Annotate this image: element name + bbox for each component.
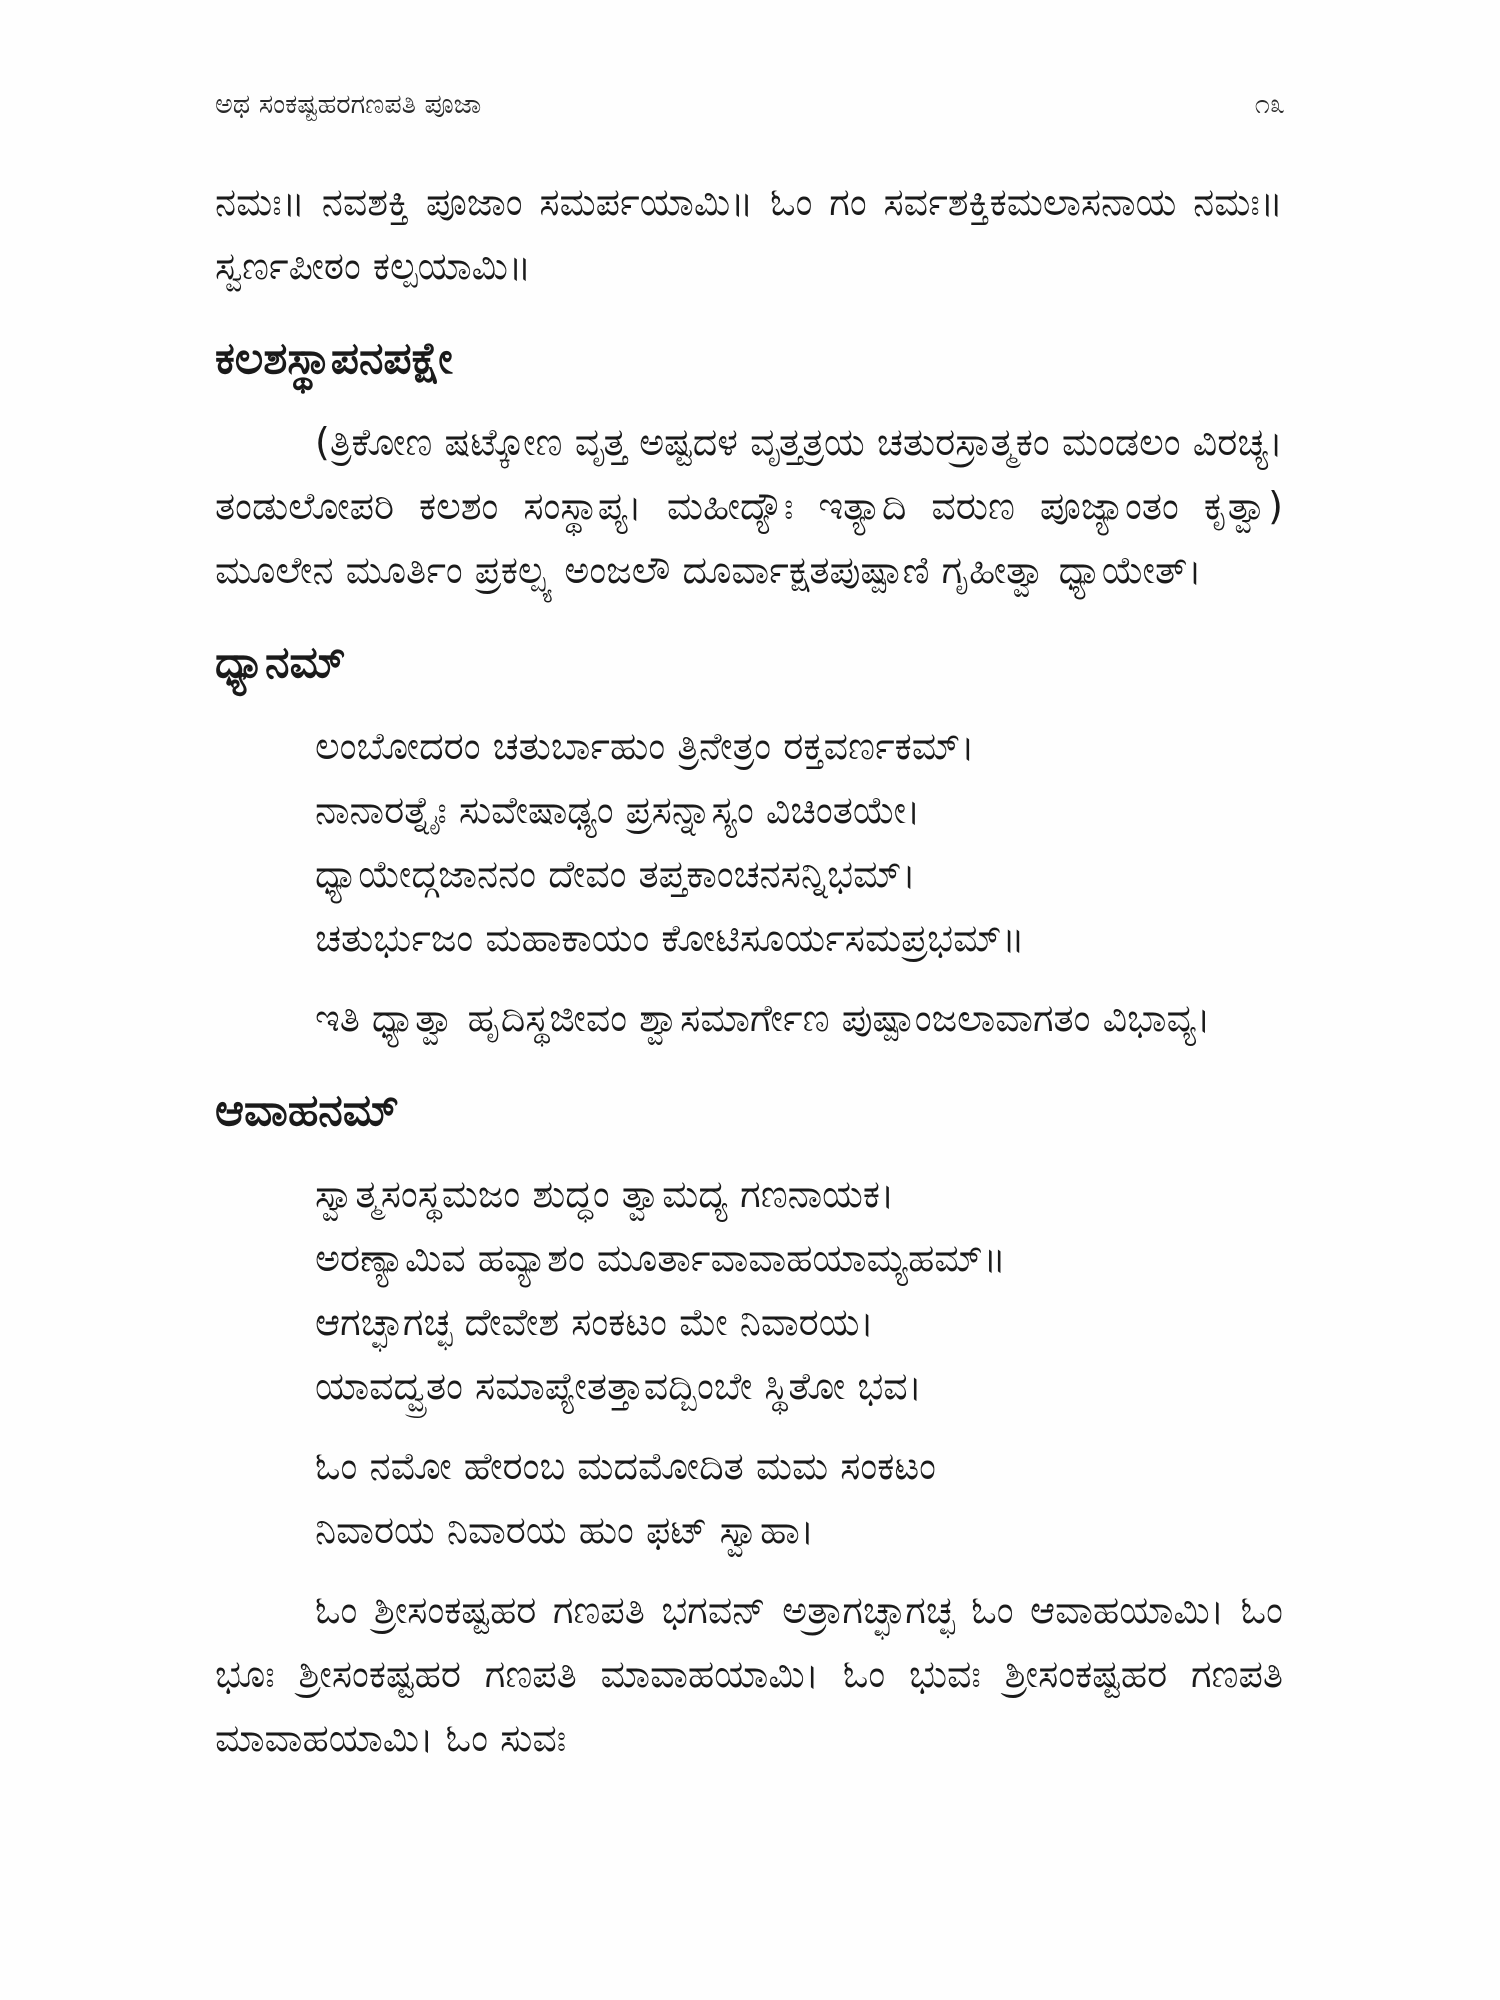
verse-line: ನಾನಾರತ್ನೈಃ ಸುವೇಷಾಢ್ಯಂ ಪ್ರಸನ್ನಾಸ್ಯಂ ವಿಚಿಂತಯೇ। xyxy=(315,788,921,832)
paragraph-kalasha-instructions: (ತ್ರಿಕೋಣ ಷಟ್ಕೋಣ ವೃತ್ತ ಅಷ್ಟದಳ ವೃತ್ತತ್ರಯ ಚತುರಸ್ರಾತ್ಮಕಂ ಮಂಡಲಂ ವಿರಚ್ಯ। ತಂಡುಲೋಪರಿ ಕಲಶಂ ಸಂಸ್ಥಾಪ್ಯ। ಮಹೀದ್ಯೌಃ ಇತ್ಯಾದಿ ವರುಣ ಪೂಜ್ಯಾಂತಂ ಕೃತ್ವಾ) ಮೂಲೇನ ಮೂರ್ತಿಂ ಪ್ರಕಲ್ಪ್ಯ ಅಂಜಲೌ ದೂರ್ವಾಕ್ಷತಪುಷ್ಪಾಣಿ ಗೃಹೀತ್ವಾ ಧ್ಯಾಯೇತ್। xyxy=(215,420,1283,592)
paragraph-offering: ನಮಃ॥ ನವಶಕ್ತಿ ಪೂಜಾಂ ಸಮರ್ಪಯಾಮಿ॥ ಓಂ ಗಂ ಸರ್ವಶಕ್ತಿಕಮಲಾಸನಾಯ ನಮಃ॥ ಸ್ವರ್ಣಪೀಠಂ ಕಲ್ಪಯಾಮಿ॥ xyxy=(215,180,1283,288)
verse-line: ಲಂಬೋದರಂ ಚತುರ್ಬಾಹುಂ ತ್ರಿನೇತ್ರಂ ರಕ್ತವರ್ಣಕಮ್। xyxy=(315,724,975,768)
page-number: ೧೩ xyxy=(1254,89,1285,120)
paragraph-avahayami: ಓಂ ಶ್ರೀಸಂಕಷ್ಟಹರ ಗಣಪತಿ ಭಗವನ್ ಅತ್ರಾಗಚ್ಛಾಗಚ್ಛ ಓಂ ಆವಾಹಯಾಮಿ। ಓಂ ಭೂಃ ಶ್ರೀಸಂಕಷ್ಟಹರ ಗಣಪತಿ ಮಾವಾಹಯಾಮಿ। ಓಂ ಭುವಃ ಶ್ರೀಸಂಕಷ್ಟಹರ ಗಣಪತಿ ಮಾವಾಹಯಾಮಿ। ಓಂ ಸುವಃ xyxy=(215,1588,1283,1760)
paragraph-iti-dhyatva: ಇತಿ ಧ್ಯಾತ್ವಾ ಹೃದಿಸ್ಥಜೀವಂ ಶ್ವಾಸಮಾರ್ಗೇಣ ಪುಷ್ಪಾಂಜಲಾವಾಗತಂ ವಿಭಾವ್ಯ। xyxy=(315,996,1211,1040)
page-body xyxy=(215,170,1283,1770)
verse-line: ನಿವಾರಯ ನಿವಾರಯ ಹುಂ ಫಟ್ ಸ್ವಾಹಾ। xyxy=(315,1508,815,1552)
verse-dhyana xyxy=(215,714,1283,970)
header-title: ಅಥ ಸಂಕಷ್ಟಹರಗಣಪತಿ ಪೂಜಾ xyxy=(215,89,482,120)
heading-avahana: ಆವಾಹನಮ್ xyxy=(215,1085,399,1136)
verse-line: ಧ್ಯಾಯೇದ್ಗಜಾನನಂ ದೇವಂ ತಪ್ತಕಾಂಚನಸನ್ನಿಭಮ್। xyxy=(315,852,916,896)
running-header xyxy=(215,85,1285,125)
verse-avahana xyxy=(215,1162,1283,1418)
verse-line: ಚತುರ್ಭುಜಂ ಮಹಾಕಾಯಂ ಕೋಟಿಸೂರ್ಯಸಮಪ್ರಭಮ್॥ xyxy=(315,916,1025,960)
verse-line: ಯಾವದ್ವ್ರತಂ ಸಮಾಪ್ಯೇತತ್ತಾವದ್ಬಿಂಬೇ ಸ್ಥಿತೋ ಭವ। xyxy=(315,1364,923,1408)
heading-dhyana: ಧ್ಯಾನಮ್ xyxy=(215,637,346,688)
mantra-heramba xyxy=(215,1434,1283,1562)
verse-line: ಅರಣ್ಯಾಮಿವ ಹವ್ಯಾಶಂ ಮೂರ್ತಾವಾವಾಹಯಾಮ್ಯಹಮ್॥ xyxy=(315,1236,1006,1280)
heading-kalasha-sthapana: ಕಲಶಸ್ಥಾಪನಪಕ್ಷೇ xyxy=(215,333,453,384)
verse-line: ಆಗಚ್ಛಾಗಚ್ಛ ದೇವೇಶ ಸಂಕಟಂ ಮೇ ನಿವಾರಯ। xyxy=(315,1300,874,1344)
verse-line: ಓಂ ನಮೋ ಹೇರಂಬ ಮದಮೋದಿತ ಮಮ ಸಂಕಟಂ xyxy=(315,1444,936,1488)
verse-line: ಸ್ವಾತ್ಮಸಂಸ್ಥಮಜಂ ಶುದ್ಧಂ ತ್ವಾಮದ್ಯ ಗಣನಾಯಕ। xyxy=(315,1172,895,1216)
